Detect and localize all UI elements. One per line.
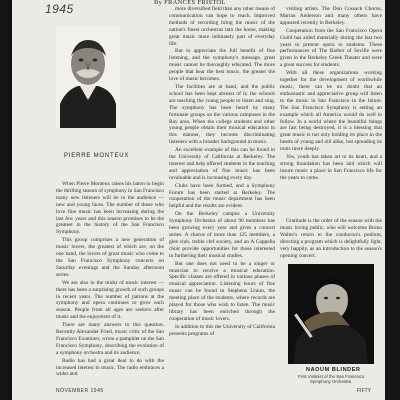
- left-paragraph: There are many answers to this question. Recently Alexander Fried, music critic of the San Francisco Examiner, wrote a pamphlet on the San Francisco Symphony, describing the evolution of a symphony orchestra and its audience.: [56, 322, 164, 356]
- blinder-caption-line-2: Symphony Orchestra: [310, 379, 352, 384]
- article-byline: By FRANCES FRISTOL: [154, 0, 226, 6]
- article-column-middle: [169, 6, 275, 383]
- middle-paragraph: On the Berkeley campus a University Symphony Orchestra of about 90 members has been growing every year and gives a concert series. A chorus of more than 125 members, a glee club, treble clef society, and an A Cappella choir provide opportunities for those interested in furthering their musical studies.: [169, 211, 275, 259]
- right-paragraph: Yes, youth has taken art to its heart, and a strong foundation has been laid which will insure music a place in San Francisco life for the years to come.: [280, 154, 382, 181]
- right-paragraph: Cooperation from the San Francisco Opera Guild has aided materially during the last two years to present opera to students. These performances of The Barber of Seville were given in the Berkeley Greek Theater and were a great success for students.: [280, 27, 382, 69]
- right-quote-paragraph: [280, 218, 382, 258]
- right-paragraph: With all these organizations working together for the development of worthwhile music, there can be no doubt that an enthusiastic and appreciative group will listen to the music in San Francisco in the future. The San Francisco Symphony is setting an example which all America would do well to follow. In a world where the beautiful things are fast being destroyed, it is a blessing that great music is not only holding its place in the hearts of young and old alike, but spreading its roots more deeply.: [280, 70, 382, 153]
- left-paragraph: We are also in the midst of music interest — there has been a surprising growth of such groups in recent years. The number of patrons at the symphony and opera continues to grow each season. People from all ages are seekers after music and the enjoyment of it.: [56, 279, 164, 321]
- article-column-left: [56, 181, 164, 381]
- middle-paragraph: In addition to this the University of California presents programs of: [169, 323, 275, 337]
- blinder-caption-line-1: First Violinist of the San Francisco: [298, 374, 365, 379]
- magazine-page: [12, 0, 385, 400]
- left-paragraph: When Pierre Monteux raises his baton to begin the thrilling season of symphony in San Francisco many new listeners will be in the audience — new and young faces. The number of those who love fine music has been increasing during the last few years and this season promises to be the greatest in the history of the San Francisco Symphony.: [56, 181, 164, 236]
- middle-paragraph: An excellent example of this can be found in the University of California at Berkeley. The interest and help offered students in the teaching and appreciation of fine music has been invaluable and is increasing every day.: [169, 147, 275, 181]
- monteux-caption: PIERRE MONTEUX: [64, 153, 130, 159]
- footer-date: NOVEMBER 1945: [56, 388, 104, 394]
- middle-paragraph: But to appreciate the full benefit of fine listening, and the symphony's message, great music cannot be thoroughly educated. The more people that hear the best music, the greater the love of music becomes.: [169, 48, 275, 83]
- middle-paragraph: The facilities are at hand, and the public school has been kept abreast of it; the schools are teaching the young people to listen and sing. The symphony has been heard by many fortunate groups on the various campuses in the Bay area. When the college students and other young people obtain their musical education in this manner, they become discriminating listeners with a broader background in music.: [169, 83, 275, 146]
- article-column-right: [280, 6, 382, 214]
- middle-paragraph: more diversified field than any other means of communication can hope to reach. Improved methods of recording bring the music of the nation's finest orchestras into the home, making great music more intimately part of everyday life.: [169, 6, 275, 47]
- handwritten-year-annotation: 1945: [45, 2, 74, 16]
- blinder-portrait-image: [288, 264, 374, 364]
- blinder-portrait-photo: [288, 264, 374, 364]
- monteux-portrait-image: [56, 26, 120, 128]
- right-paragraph: visiting artists. The Don Cossack Chorus, Marian Anderson and many others have appeared recently in Berkeley.: [280, 6, 382, 26]
- footer-page-number: FIFTY: [357, 388, 371, 394]
- monteux-portrait-photo: [56, 26, 120, 128]
- quote-text: Gratitude is the order of the season with the music loving public, who will welcome Bruno Walter's return to the conductor's podium, directing a program which is delightfully light, very happily, as an introduction to the season's opening concert.: [280, 218, 382, 258]
- left-paragraph: Radio has had a great deal to do with the increased interest in music. The radio embraces a wider and: [56, 357, 164, 378]
- middle-paragraph: But one does not need to be a singer or musician to receive a musical education. Specific classes are offered in various phases of musical appreciation. Listening hours of fine music can be found in Stephens Union, the meeting place of the students, where records are played for those who wish to listen. The music library has been enriched through the cooperation of music lovers.: [169, 260, 275, 322]
- blinder-caption-name: NAOUM BLINDER: [306, 367, 361, 373]
- left-paragraph: This group comprises a new generation of music lovers, the greatest of which are, on the one hand, the lovers of great music who come to the San Francisco Symphony concerts on Saturday evenings and the Sunday afternoon series.: [56, 237, 164, 278]
- middle-paragraph: Clubs have been formed, and a Symphony Forum has been started at Berkeley. The cooperation of the music department has been helpful and the results are evident.: [169, 182, 275, 210]
